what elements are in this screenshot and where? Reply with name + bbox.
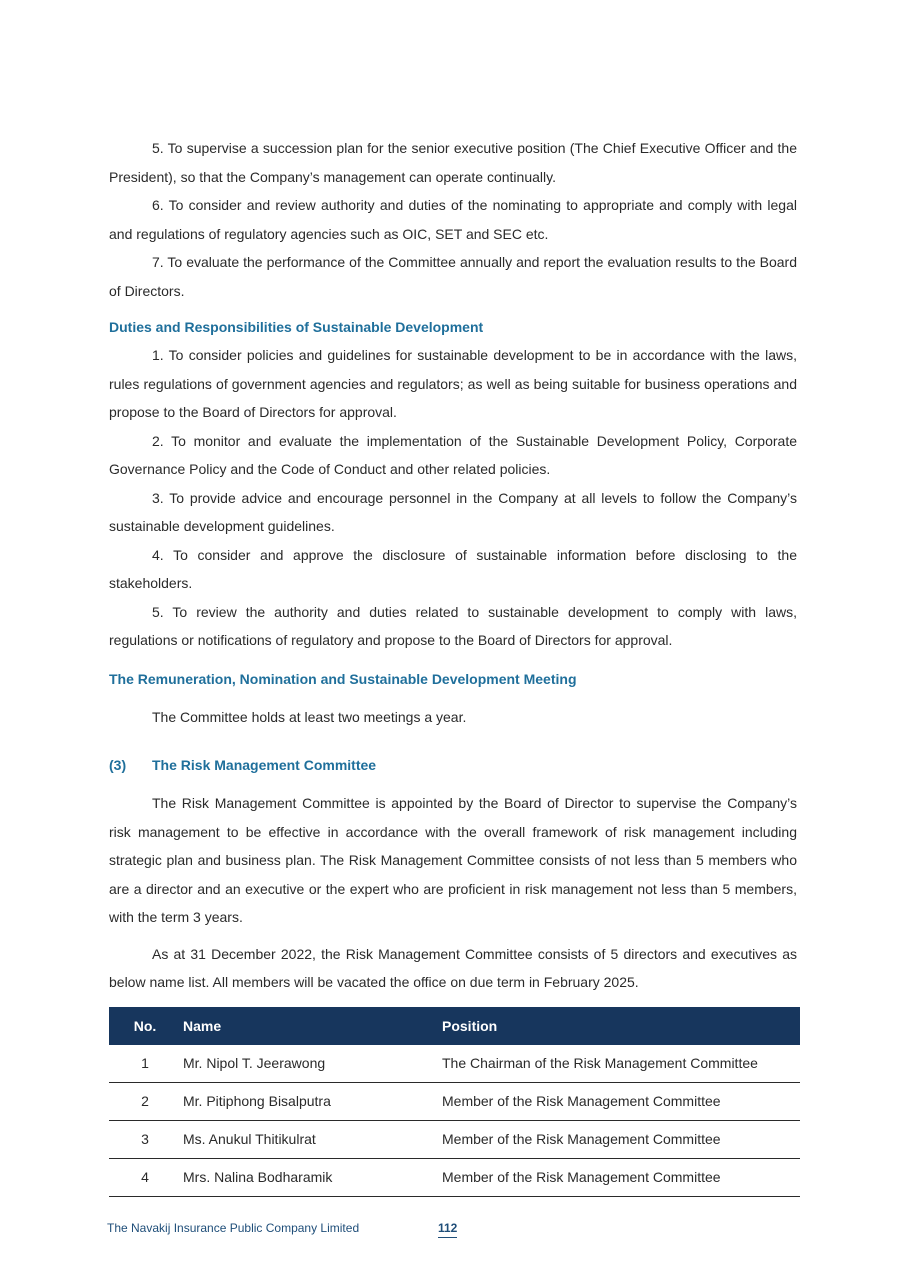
paragraph: 7. To evaluate the performance of the Committee annually and report the evaluation results to the Board of Directors. bbox=[109, 254, 797, 299]
cell-position: The Chairman of the Risk Management Committee bbox=[442, 1045, 800, 1083]
cell-no: 2 bbox=[109, 1082, 181, 1120]
table-row bbox=[109, 1082, 800, 1120]
cell-name: Ms. Anukul Thitikulrat bbox=[181, 1120, 442, 1158]
risk-committee-table bbox=[109, 1007, 800, 1197]
table-row bbox=[109, 1158, 800, 1196]
header-position: Position bbox=[442, 1007, 800, 1045]
page-number: 112 bbox=[438, 1221, 457, 1238]
list-item: 2. To monitor and evaluate the implementation of the Sustainable Development Policy, Corporate Governance Policy and the Code of Conduct and other related policies. bbox=[109, 432, 797, 477]
cell-no: 4 bbox=[109, 1158, 181, 1196]
cell-position: Member of the Risk Management Committee bbox=[442, 1082, 800, 1120]
section-title: The Risk Management Committee bbox=[152, 757, 377, 773]
table-row bbox=[109, 1120, 800, 1158]
page-footer bbox=[107, 1219, 507, 1241]
cell-position: Member of the Risk Management Committee bbox=[442, 1158, 800, 1196]
cell-no: 1 bbox=[109, 1045, 181, 1083]
paragraph: 5. To supervise a succession plan for the senior executive position (The Chief Executive Officer and the President), so that the Company’s management can operate continually. bbox=[109, 140, 797, 185]
cell-name: Mrs. Nalina Bodharamik bbox=[181, 1158, 442, 1196]
cell-name: Mr. Nipol T. Jeerawong bbox=[181, 1045, 442, 1083]
paragraph: The Risk Management Committee is appointed by the Board of Director to supervise the Company’s risk management to be effective in accordance with the overall framework of risk management including strategic plan and business plan. The Risk Management Committee consists of not less than 5 members who are a director and an executive or the expert who are proficient in risk management not less than 5 members, with the term 3 years. bbox=[109, 795, 797, 925]
section-heading-sustainable: Duties and Responsibilities of Sustainable Development bbox=[109, 319, 484, 335]
section-number: (3) bbox=[109, 757, 127, 773]
header-name: Name bbox=[181, 1007, 442, 1045]
cell-no: 3 bbox=[109, 1120, 181, 1158]
section-heading-risk bbox=[109, 751, 797, 779]
cell-position: Member of the Risk Management Committee bbox=[442, 1120, 800, 1158]
list-item: 5. To review the authority and duties related to sustainable development to comply with laws, regulations or notifications of regulatory and propose to the Board of Directors for approval. bbox=[109, 603, 797, 648]
header-no: No. bbox=[109, 1007, 181, 1045]
paragraph: The Committee holds at least two meetings a year. bbox=[152, 708, 467, 725]
list-item: 4. To consider and approve the disclosure of sustainable information before disclosing to the stakeholders. bbox=[109, 546, 797, 591]
footer-company-name: The Navakij Insurance Public Company Limited bbox=[107, 1221, 360, 1235]
cell-name: Mr. Pitiphong Bisalputra bbox=[181, 1082, 442, 1120]
section-heading-meeting: The Remuneration, Nomination and Sustainable Development Meeting bbox=[109, 670, 577, 687]
table-header-row bbox=[109, 1007, 800, 1045]
document-body bbox=[109, 134, 797, 1197]
paragraph: 6. To consider and review authority and duties of the nominating to appropriate and comply with legal and regulations of regulatory agencies such as OIC, SET and SEC etc. bbox=[109, 197, 797, 242]
paragraph: As at 31 December 2022, the Risk Management Committee consists of 5 directors and executives as below name list. All members will be vacated the office on due term in February 2025. bbox=[109, 945, 797, 990]
list-item: 1. To consider policies and guidelines for sustainable development to be in accordance with the laws, rules regulations of government agencies and regulators; as well as being suitable for business operations and propose to the Board of Directors for approval. bbox=[109, 347, 797, 420]
table-row bbox=[109, 1045, 800, 1083]
list-item: 3. To provide advice and encourage personnel in the Company at all levels to follow the Company’s sustainable development guidelines. bbox=[109, 489, 797, 534]
